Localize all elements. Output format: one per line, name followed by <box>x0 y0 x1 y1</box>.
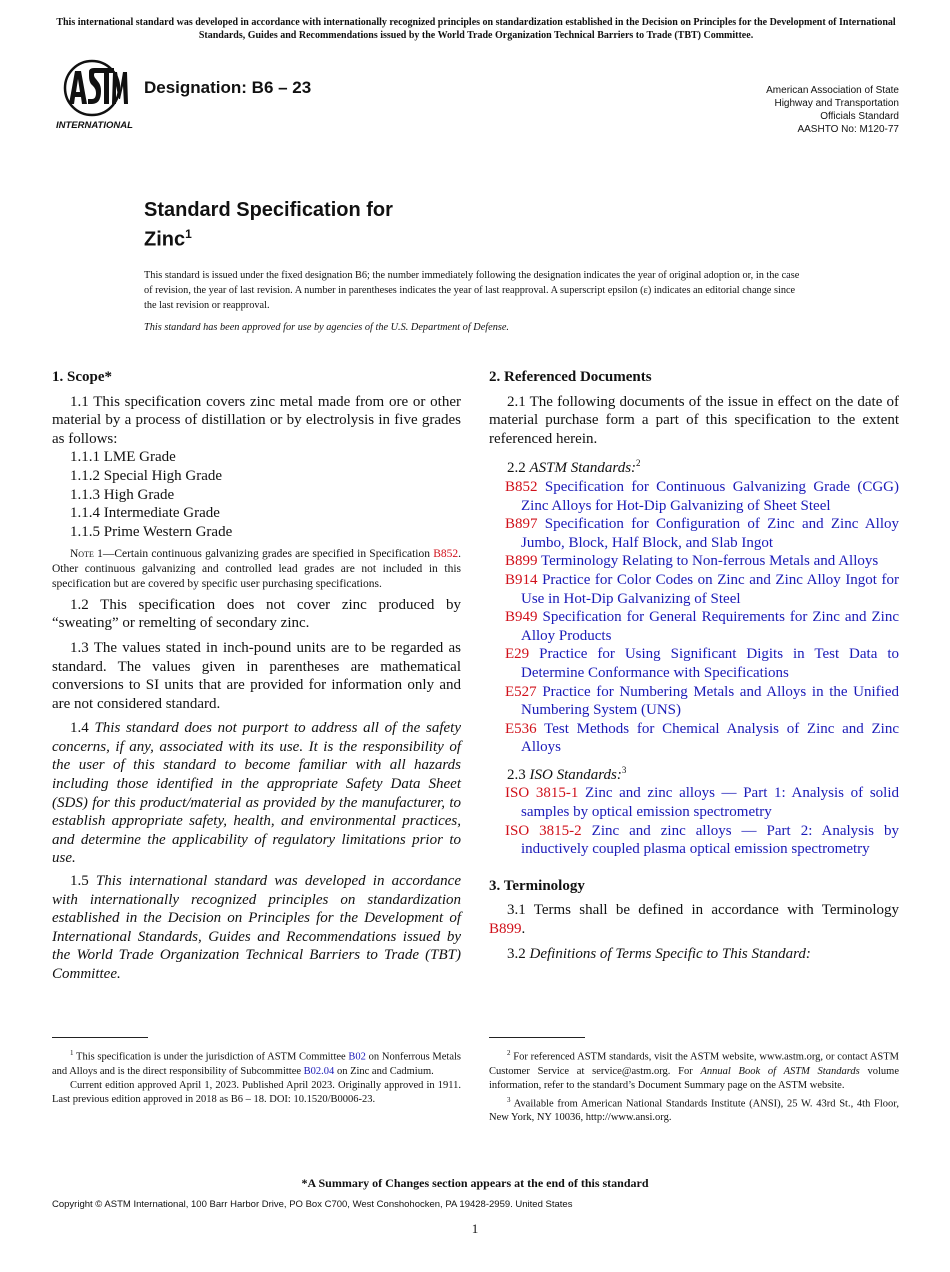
note-text: —Certain continuous galvanizing grades are specified in Specification <box>102 548 434 561</box>
reference-code-link[interactable]: E536 <box>505 720 537 737</box>
reference-item <box>489 515 899 552</box>
title-footnote-ref[interactable]: 1 <box>185 227 192 241</box>
section-heading-references: 2. Referenced Documents <box>489 369 652 385</box>
footnote-3 <box>489 1093 899 1126</box>
aashto-block <box>766 84 899 136</box>
note-label: Note 1 <box>70 548 103 561</box>
para-1-2: 1.2 This specification does not cover zinc produced by “sweating” or remelting of secondary zinc. <box>52 596 461 632</box>
reference-code-link[interactable]: ISO 3815-1 <box>505 785 579 802</box>
reference-title-link[interactable]: Specification for General Requirements for Zinc and Zinc Alloy Products <box>521 609 899 644</box>
aashto-number: AASHTO No: M120-77 <box>797 124 899 135</box>
reference-code-link[interactable]: ISO 3815-2 <box>505 822 582 839</box>
para-1-5 <box>52 872 461 984</box>
aashto-line: American Association of State <box>766 85 899 96</box>
para-text: Definitions of Terms Specific to This Standard: <box>529 945 811 962</box>
para-3-2 <box>489 945 899 964</box>
para-text: This international standard was developed in accordance with internationally recognized principles on standardization established in the Decision on Principles for the Development of International Standards, Guides and Recommendations issued by the World Trade Organization Technical Barriers to Trade (TBT) Committee. <box>52 873 462 983</box>
issued-note: This standard is issued under the fixed designation B6; the number immediately following the designation indicates the year of original adoption or, in the case of revision, the year of last revision. A number in parentheses indicates the year of last reapproval. A superscript epsilon (ε) indicates an editorial change since the last revision or reapproval. <box>144 270 800 311</box>
reference-title-link[interactable]: Test Methods for Chemical Analysis of Zinc and Zinc Alloys <box>521 720 899 756</box>
reference-title-link[interactable]: Specification for Continuous Galvanizing Grade (CGG) Zinc Alloys for Hot-Dip Galvanizing of Sheet Steel <box>521 478 899 514</box>
top-notice: This international standard was developed in accordance with internationally recognized principles on standardization established in the Decision on Principles for the Development of International Standards, Guides and Recommendations issued by the World Trade Organization Technical Barriers to Trade (TBT) Committee. <box>56 17 896 41</box>
copyright: Copyright © ASTM International, 100 Barr Harbor Drive, PO Box C700, West Conshohocken, PA 19428-2959. United States <box>52 1199 573 1210</box>
reference-item <box>489 552 899 571</box>
reference-item <box>489 683 899 720</box>
reference-item <box>489 608 899 645</box>
para-1-1: 1.1 This specification covers zinc metal made from ore or other material by a process of distillation or by electrolysis in five grades as follows: <box>52 393 461 447</box>
label-text: ISO Standards: <box>529 766 622 783</box>
astm-standards-label <box>489 454 899 478</box>
astm-logo <box>52 58 136 132</box>
footnote-1 <box>52 1046 461 1107</box>
reference-item <box>489 478 899 515</box>
reference-item <box>489 822 899 859</box>
footnote-text: Annual Book of ASTM Standards <box>700 1065 860 1077</box>
footnote-edition: Current edition approved April 1, 2023. Published April 2023. Originally approved in 1911. Last previous edition approved in 2018 as B6 – 18. DOI: 10.1520/B0006-23. <box>52 1079 461 1105</box>
reference-item <box>489 784 899 821</box>
reference-title-link[interactable]: Specification for Configuration of Zinc and Zinc Alloy Jumbo, Block, Half Block, and Slab Ingot <box>521 516 899 551</box>
para-number: 2.2 <box>507 460 530 477</box>
reference-code-link[interactable]: B949 <box>505 609 538 626</box>
footnotes-left <box>52 1037 461 1107</box>
grade-item: 1.1.4 Intermediate Grade <box>70 505 220 522</box>
reference-title-link[interactable]: Zinc and zinc alloys — Part 2: Analysis by inductively coupled plasma optical emission spectrometry <box>521 822 900 858</box>
dod-note: This standard has been approved for use by agencies of the U.S. Department of Defense. <box>144 322 510 333</box>
astm-international-logo-icon <box>52 58 136 132</box>
footnote-ref[interactable]: 3 <box>621 764 627 775</box>
iso-standards-label <box>489 761 899 785</box>
right-column <box>489 368 899 963</box>
reference-code-link[interactable]: B897 <box>505 516 538 533</box>
para-number: 2.3 <box>507 766 530 783</box>
grade-item: 1.1.5 Prime Western Grade <box>70 523 233 540</box>
iso-reference-list <box>489 784 899 858</box>
reference-code-link[interactable]: B914 <box>505 571 538 588</box>
link-b852[interactable]: B852 <box>433 548 459 561</box>
grade-item: 1.1.2 Special High Grade <box>70 467 223 484</box>
footnote-text: on Zinc and Cadmium. <box>334 1065 434 1077</box>
reference-code-link[interactable]: E29 <box>505 646 530 663</box>
aashto-line: Highway and Transportation <box>774 98 899 109</box>
reference-item <box>489 571 899 608</box>
reference-title-link[interactable]: Practice for Using Significant Digits in Test Data to Determine Conformance with Specifications <box>521 646 899 681</box>
reference-item <box>489 645 899 682</box>
page-number: 1 <box>471 1221 479 1236</box>
reference-title-link[interactable]: Practice for Numbering Metals and Alloys in the Unified Numbering System (UNS) <box>521 683 899 719</box>
reference-code-link[interactable]: E527 <box>505 683 537 700</box>
para-3-1 <box>489 901 899 938</box>
grade-item: 1.1.1 LME Grade <box>70 449 176 466</box>
para-text: . <box>521 921 526 938</box>
title-line-1: Standard Specification for <box>144 199 393 221</box>
grade-item: 1.1.3 High Grade <box>70 486 175 503</box>
section-heading-scope: 1. Scope* <box>52 369 112 385</box>
footnote-text: For referenced ASTM standards, visit the ASTM website, www.astm.org, or contact ASTM Customer Service at service@astm.org. For <box>489 1051 899 1077</box>
reference-title-link[interactable]: Terminology Relating to Non-ferrous Metals and Alloys <box>541 553 879 570</box>
para-number: 3.2 <box>507 945 530 962</box>
reference-code-link[interactable]: B852 <box>505 478 538 495</box>
link-b02[interactable]: B02 <box>348 1051 366 1063</box>
label-text: ASTM Standards: <box>529 460 637 477</box>
reference-code-link[interactable]: B899 <box>505 553 538 570</box>
section-heading-terminology: 3. Terminology <box>489 877 585 894</box>
para-number: 1.4 <box>70 720 95 737</box>
footnote-text: Available from American National Standards Institute (ANSI), 25 W. 43rd St., 4th Floor, New York, NY 10036, http://www.ansi.org. <box>489 1098 899 1123</box>
note-text: . Other continuous galvanizing and controlled lead grades are not included in this specification but are covered by specific user purchasing specifications. <box>52 548 461 590</box>
footnote-rule <box>52 1037 148 1038</box>
title-line-2: Zinc <box>144 228 186 251</box>
reference-title-link[interactable]: Practice for Color Codes on Zinc and Zinc Alloy Ingot for Use in Hot-Dip Galvanizing of Steel <box>521 571 900 607</box>
logo-text: INTERNATIONAL <box>56 120 133 131</box>
note-1 <box>52 547 461 591</box>
para-number: 1.5 <box>70 873 96 890</box>
left-column <box>52 368 461 984</box>
para-2-1: 2.1 The following documents of the issue in effect on the date of material purchase form a part of this specification to the extent referenced herein. <box>489 393 899 447</box>
footnotes-right <box>489 1037 899 1125</box>
summary-of-changes-note: *A Summary of Changes section appears at the end of this standard <box>301 1176 649 1190</box>
footnote-marker: 2 <box>507 1049 511 1057</box>
footnote-text: volume information, refer to the standard’s Document Summary page on the ASTM website. <box>489 1065 899 1091</box>
astm-reference-list <box>489 478 899 757</box>
para-text: This standard does not purport to address all of the safety concerns, if any, associated with its use. It is the responsibility of the user of this standard to become familiar with all hazards including those identified in the appropriate Safety Data Sheet (SDS) for this product/material as provided by the manufacturer, to establish appropriate safety, health, and environmental practices, and determine the applicability of regulatory limitations prior to use. <box>52 720 462 867</box>
reference-title-link[interactable]: Zinc and zinc alloys — Part 1: Analysis of solid samples by optical emission spectrometry <box>521 785 899 821</box>
link-b899[interactable]: B899 <box>489 921 522 938</box>
footnote-marker: 1 <box>70 1049 74 1057</box>
footnote-ref[interactable]: 2 <box>636 458 641 469</box>
footnote-marker: 3 <box>507 1095 511 1104</box>
aashto-line: Officials Standard <box>820 111 899 122</box>
para-text: 3.1 Terms shall be defined in accordance with Terminology <box>507 902 899 919</box>
footnote-text: on Nonferrous Metals and Alloys and is the direct responsibility of Subcommittee <box>52 1051 461 1077</box>
para-1-3: 1.3 The values stated in inch-pound units are to be regarded as standard. The values given in parentheses are mathematical conversions to SI units that are provided for information only and are not considered standard. <box>52 639 461 712</box>
link-b02-04[interactable]: B02.04 <box>303 1065 335 1077</box>
designation: Designation: B6 – 23 <box>144 78 312 97</box>
para-1-4 <box>52 719 461 868</box>
footnote-text: This specification is under the jurisdiction of ASTM Committee <box>73 1051 349 1063</box>
footnote-rule <box>489 1037 585 1038</box>
reference-item <box>489 720 899 757</box>
footnote-2 <box>489 1046 899 1125</box>
document-title <box>144 198 393 252</box>
